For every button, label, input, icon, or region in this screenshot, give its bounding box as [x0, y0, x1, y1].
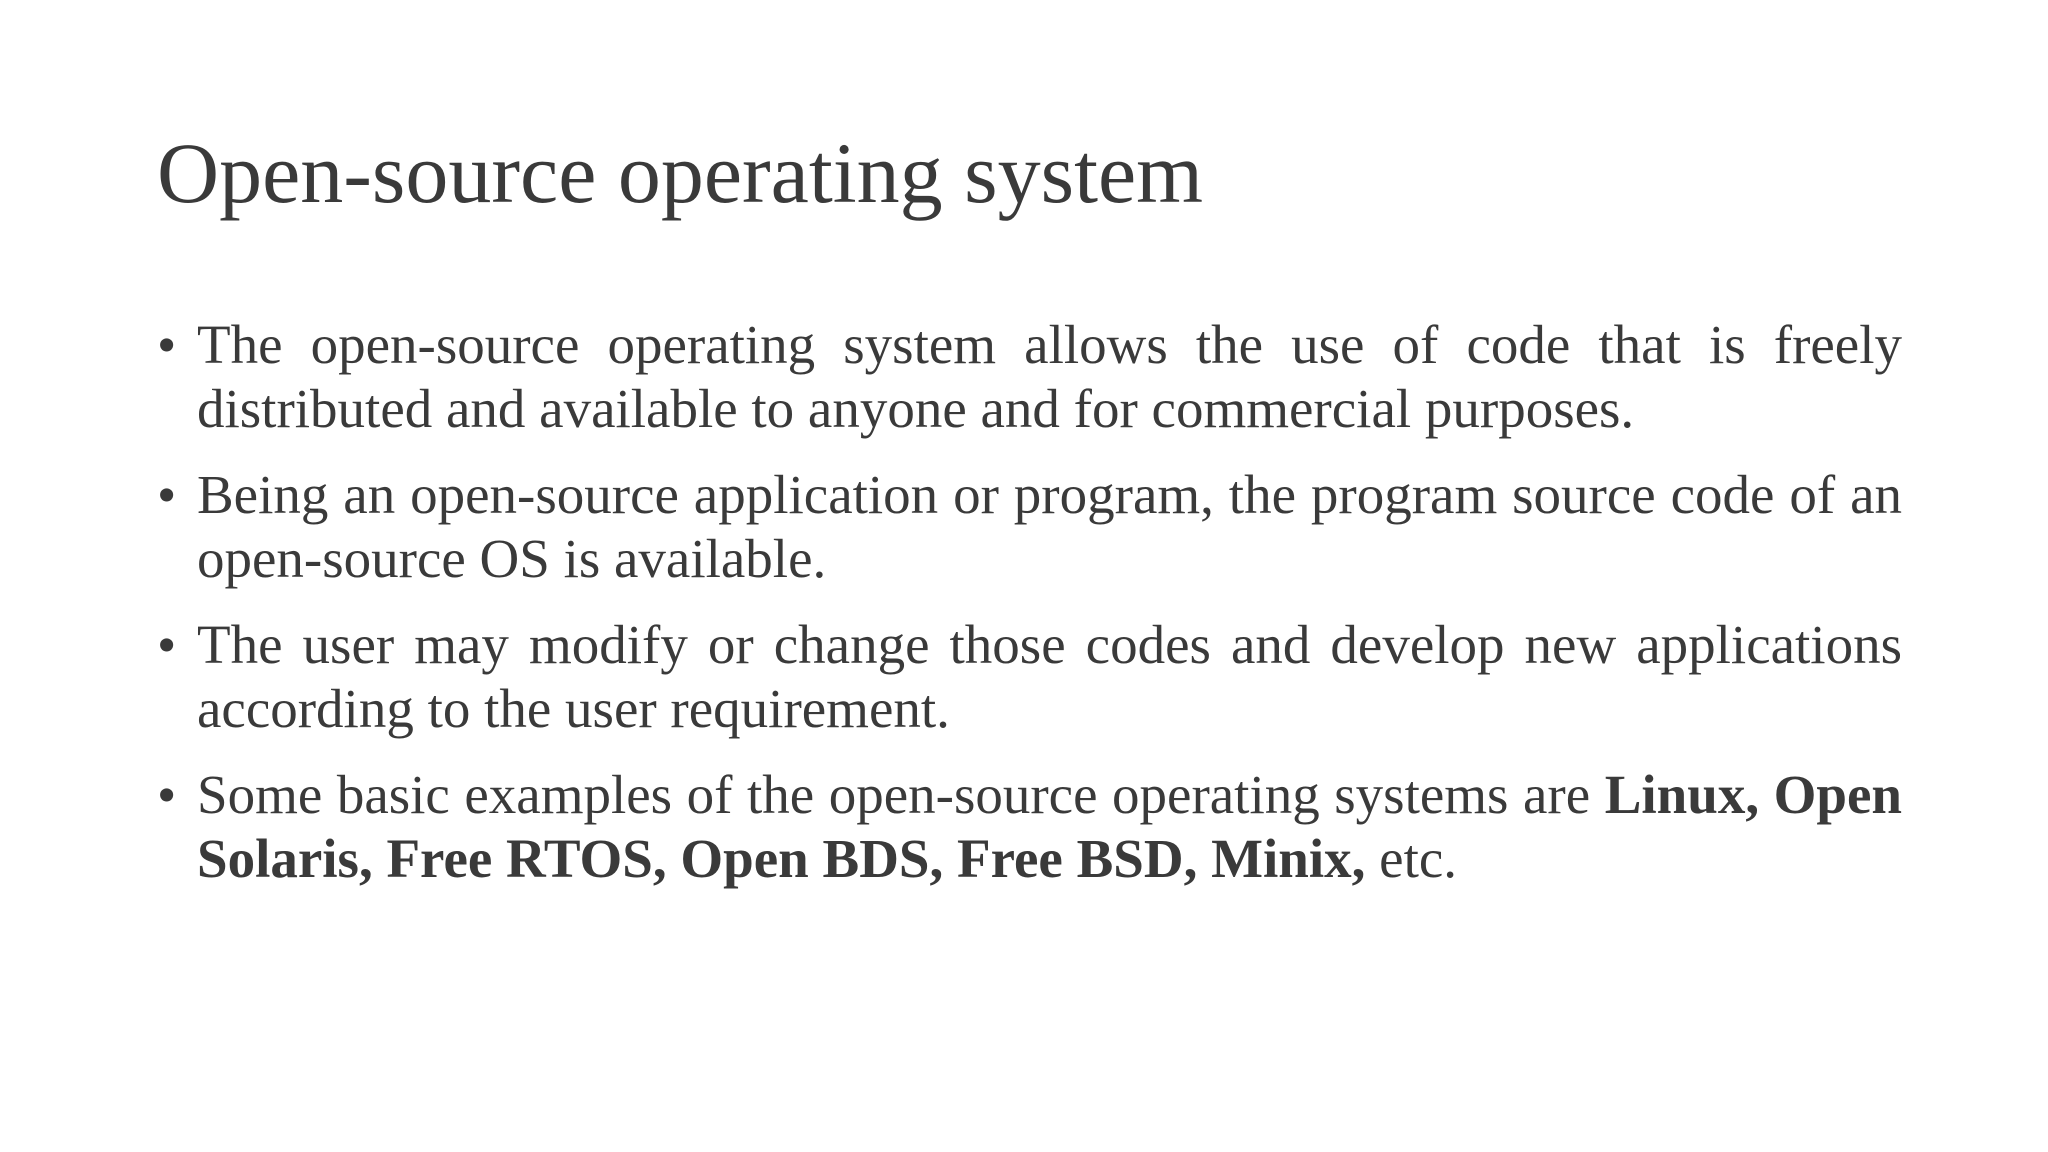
bullet-item	[157, 763, 1902, 891]
bullet-icon: •	[157, 764, 177, 825]
slide-title: Open-source operating system	[157, 125, 1204, 221]
bullet-text: The user may modify or change those codes and develop new applications according to the user requirement.	[197, 614, 1902, 739]
os-examples-list: Linux, Open Solaris, Free RTOS, Open BDS, Free BSD, Minix,	[197, 764, 1902, 889]
bullet-list	[157, 313, 1902, 913]
bullet-icon: •	[157, 614, 177, 675]
bullet-item	[157, 613, 1902, 741]
bullet-text-suffix: etc.	[1365, 828, 1458, 889]
bullet-icon: •	[157, 464, 177, 525]
bullet-item	[157, 313, 1902, 441]
bullet-text: Being an open-source application or program, the program source code of an open-source OS is available.	[197, 464, 1902, 589]
bullet-icon: •	[157, 314, 177, 375]
bullet-text-prefix: Some basic examples of the open-source operating systems are	[197, 764, 1605, 825]
bullet-text: The open-source operating system allows the use of code that is freely distributed and available to anyone and for commercial purposes.	[197, 314, 1902, 439]
bullet-item	[157, 463, 1902, 591]
